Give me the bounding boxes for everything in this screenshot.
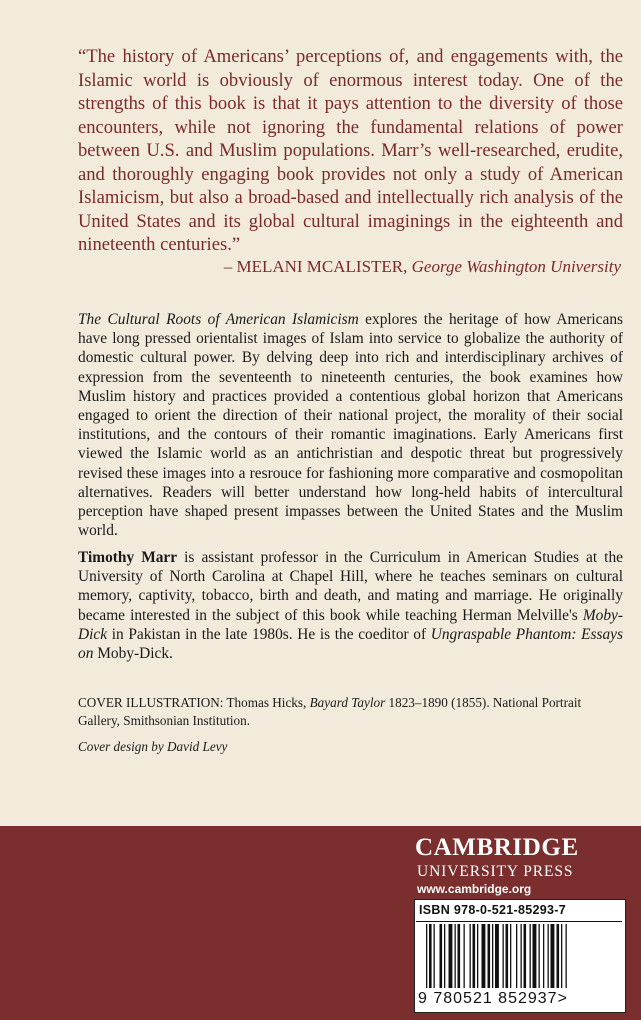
barcode-suffix: >: [557, 990, 568, 1007]
bio-part-3: Moby-Dick.: [93, 645, 173, 663]
attribution-name: – MELANI MCALISTER,: [223, 257, 412, 276]
author-name: Timothy Marr: [78, 549, 178, 566]
author-bio: [78, 548, 623, 663]
publisher-subtitle: UNIVERSITY PRESS: [417, 863, 574, 880]
description-body: explores the heritage of how Americans have long pressed orientalist images of Islam into service to globalize the authority of domestic cultural power. By delving deep into rich and interdisciplinary archives of expression from the seventeenth to nineteenth centuries, the book examines how Muslim history and practices provided a contentious global horizon that Americans engaged to orient the direction of their national project, the morality of their social institutions, and the contours of their romantic imaginations. Early Americans first viewed the Islamic world as an antichristian and despotic threat but progressively revised these images into a resrouce for fashioning more comparative and cosmopolitan alternatives. Readers will better understand how long-held habits of intercultural perception have shaped present impasses between the United States and the Muslim world.: [78, 311, 624, 540]
isbn-label: ISBN 978-0-521-85293-7: [419, 903, 566, 917]
publisher-name: CAMBRIDGE: [415, 834, 579, 861]
publisher-url: www.cambridge.org: [417, 882, 532, 896]
quote-text: “The history of Americans’ perceptions of, and engagements with, the Islamic world is obviously of enormous interest today. One of the strengths of this book is that it pays attention to the diversity of those encounters, while not ignoring the fundamental relations of power between U.S. and Muslim populations. Marr’s well-researched, erudite, and thoroughly engaging book provides not only a study of American Islamicism, but also a broad-based and intellectually rich analysis of the United States and its global cultural imaginings in the eighteenth and nineteenth centuries.”: [78, 46, 623, 255]
book-title: The Cultural Roots of American Islamicism: [78, 311, 359, 328]
book-description: [78, 310, 623, 540]
quote-attribution: [224, 257, 621, 277]
barcode-digits: [418, 990, 623, 1008]
barcode-icon: [426, 924, 618, 996]
bio-part-1: is assistant professor in the Curriculum in American Studies at the University of North Carolina at Chapel Hill, where he teaches seminars on cultural memory, captivity, tobacco, birth and death, and mating and marriage. He originally became interested in the subject of this book while teaching Herman Melville's: [78, 549, 623, 624]
credit-prefix: COVER ILLUSTRATION: Thomas Hicks,: [78, 695, 310, 710]
barcode-number: 9 780521 852937: [418, 990, 558, 1007]
painting-title: Bayard Taylor: [309, 695, 386, 710]
credit-suffix: 1823–1890 (1855). National Portrait Gallery, Smithsonian Institution.: [78, 695, 582, 728]
attribution-affiliation: George Washington University: [411, 257, 621, 276]
bio-coedited-title: Ungraspable Phantom: Essays on: [78, 625, 623, 663]
cover-design-credit: Cover design by David Levy: [78, 739, 228, 754]
bio-moby-dick: Moby-Dick: [78, 606, 623, 643]
isbn-divider: [416, 921, 622, 922]
cover-illustration-credit: [78, 694, 623, 730]
endorsement-quote: [78, 45, 623, 257]
bio-part-2: in Pakistan in the late 1980s. He is the coeditor of: [107, 625, 431, 643]
